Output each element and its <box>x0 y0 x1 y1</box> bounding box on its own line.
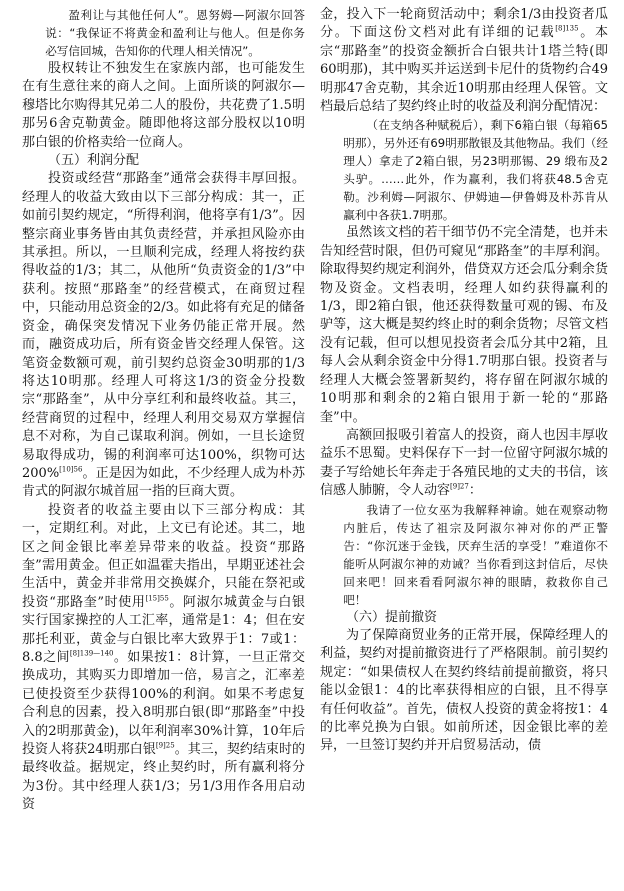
section-heading-early-withdrawal: （六）提前撤资 <box>346 609 438 625</box>
paragraph-share-transfer: 股权转让不独发生在家族内部，也可能发生在有生意往来的商人之间。上面所谈的阿淑尔—穆塔比尔购得其兄弟二人的股份，共花费了1.5明那另6舍克勒黄金。随即他将这部分股权以10明那白银的价格卖给一位商人。 <box>22 61 305 150</box>
paragraph-investor-income <box>22 502 305 815</box>
paragraph-analysis: 虽然该文档的若干细节仍不完全清楚，也并未告知经营时限，但仍可窥见“那路奎”的丰厚利润。除取得契约规定利润外，借贷双方还会瓜分剩余货物及资金。文档表明，经理人如约获得赢利的1/3，即2箱白银，他还获得数量可观的锡、布及驴等，这大概是契约终止时的剩余货物；尽管文档没有记载，但可以想见投资者会瓜分其中2箱，且每人会从剩余资金中分得1.7明那白银。投资者与经理人大概会签署新契约，将存留在阿淑尔城的10明那和剩余的2箱白银用于新一轮的“那路奎”中。 <box>320 225 608 425</box>
paragraph-text: 。正是因为如此，不少经理人成为朴苏肯式的阿淑尔城首屈一指的巨商大贾。 <box>22 465 305 500</box>
paragraph-text: 。如果按1：8计算，一旦正常交换成功，其购买力即增加一倍，易言之，汇率差已使投资至少获得100%的利润。如果不考虑复合利息的因素，投入8明那白银(即“那路奎”中投入的2明那黄金)，以年利润率30%计算，10年后投资人将获24明那白银 <box>22 650 305 758</box>
paragraph-text: 。其三，契约结束时的最终收益。据规定，终止契约时，所有赢利将分为3份。其中经理人获1/3；另1/3用作各用启动资 <box>22 742 305 813</box>
paragraph-withdrawal-rules: 为了保障商贸业务的正常开展，保障经理人的利益，契约对提前撤资进行了严格限制。前引契约规定：“如果债权人在契约终结前提前撤资，将只能以金银1：4的比率获得相应的白银，且不得享有任何收益”。首先，债权人投资的黄金将按1：4的比率兑换为白银。如前所述，因金银比率的差异，一旦签订契约并开启贸易活动，债 <box>320 627 608 754</box>
quote-letter: 我请了一位女巫为我解释神谕。她在观察动物内脏后，传达了祖宗及阿淑尔神对你的严正警告：“你沉迷于金钱，厌弃生活的享受！”难道你不能听从阿淑尔神的劝诫？当你看到这封信后，尽快回来吧！回来看看阿淑尔神的眼睛，救救你自己吧！ <box>343 502 608 607</box>
citation-ref: [9]25 <box>155 741 175 750</box>
paragraph-text: 投资或经营“那路奎”通常会获得丰厚回报。经理人的收益大致由以下三部分构成：其一，正如前引契约规定，“所得利润，他将享有1/3”。因整宗商业事务皆由其负责经营，并承担风险亦由其承担。所以，一旦顺利完成，经理人将按约获得收益的1/3；其二，从他所“负责资金的1/3”中获利。按照“那路奎”的经营模式，在商贸过程中，只能动用总资金的2/3。如此将有充足的储备资金，确保突发情况下业务仍能正常开展。然而，融资成功后，所有资金皆交经理人保管。这笔资金数额可观，前引契约总资金30明那的1/3将达10明那。经理人可将这1/3的资金分投数宗“那路奎”，从中分享红利和最终收益。其三，经营商贸的过程中，经理人利用交易双方掌握信息不对称，为自己谋取利润。例如，一旦长途贸易取得成功，锡的利润率可达100%，织物可达200% <box>22 171 305 481</box>
right-column <box>320 6 608 756</box>
quote-reply: 盈利让与其他任何人”。恩努姆—阿淑尔回答说：“我保证不将黄金和盈利让与他人。但是你务必写信回城，告知你的代理人相关情况”。 <box>45 8 305 58</box>
paragraph-high-return <box>320 427 608 501</box>
section-heading-profit-distribution: （五）利润分配 <box>48 153 140 169</box>
citation-ref: [15]55 <box>145 594 169 603</box>
citation-ref: [9]27 <box>450 482 469 491</box>
citation-ref: [8]135 <box>555 25 579 34</box>
paragraph-text: 投资者的收益主要由以下三部分构成：其一，定期红利。对此，上文已有论述。其二，地区之间金银比率差异带来的收益。投资“那路奎”需用黄金。但正如温霍夫指出，早期亚述社会生活中，黄金并非常用交换媒介，只能在祭祀或投资“那路奎”时使用 <box>22 502 305 610</box>
paragraph-text: 高额回报吸引着富人的投资，商人也因丰厚收益乐不思蜀。史料保存下一封一位留守阿淑尔城的妻子写给她长年奔走于各殖民地的丈夫的书信，该信感人肺腑，令人动容 <box>320 427 608 499</box>
citation-ref: [10]56 <box>59 465 83 474</box>
paragraph-text: 。本宗“那路奎”的投资金额折合白银共计1塔兰特(即60明那)，其中购买并运送到卡尼什的货物约合49明那47舍克勒，其余近10明那由经理人保管。文档最后总结了契约终止时的收益及利润分配情况： <box>320 25 608 115</box>
left-column <box>22 6 305 815</box>
paragraph-document-record <box>320 6 608 116</box>
paragraph-text: 。阿淑尔城黄金与白银实行国家操控的人工汇率，通常是1：4；但在安那托利亚，黄金与白银比率大致界于1：7或1：8.8之间 <box>22 594 305 665</box>
paragraph-text: ： <box>468 483 482 499</box>
citation-ref: [8]139—140 <box>69 649 114 658</box>
quote-document-text: （在支纳各种赋税后），剩下6箱白银（每箱65明那），另外还有69明那散银及其他物品。我们（经理人）拿走了2箱白银，另23明那锡、29 缎布及2头驴。……此外，作为赢利，我们将获48.5舍克勒。沙利姆—阿淑尔、伊姆迪—伊鲁姆及朴苏肯从赢利中各获1.7明那。 <box>343 118 608 223</box>
paragraph-text: 金，投入下一轮商贸活动中；剩余1/3由投资者瓜分。下面这份文档对此有详细的记载 <box>320 7 608 41</box>
paragraph-manager-income <box>22 170 305 501</box>
